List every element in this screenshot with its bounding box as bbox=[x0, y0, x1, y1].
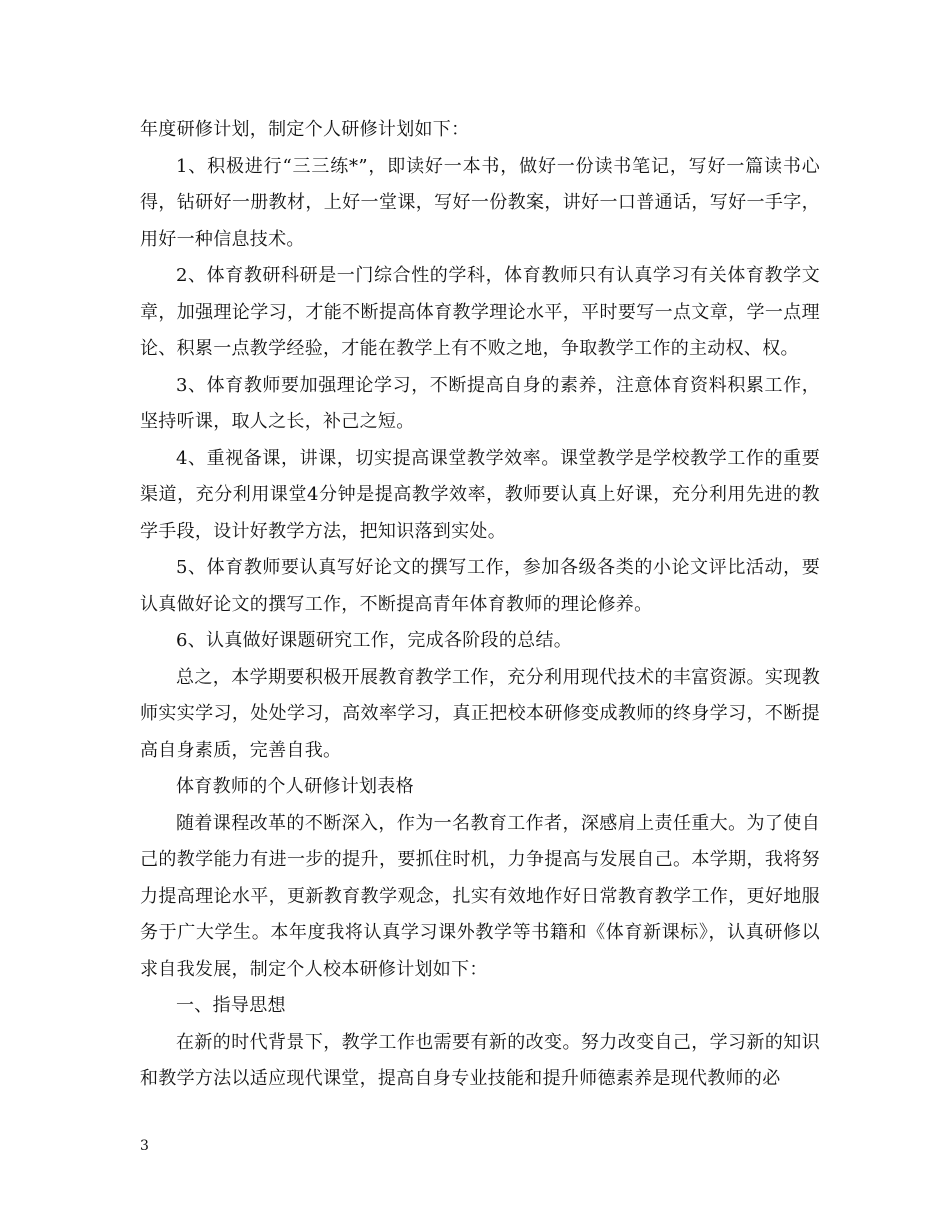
section-title: 体育教师的个人研修计划表格 bbox=[176, 776, 414, 797]
paragraph-item-2: 2、体育教研科研是一门综合性的学科，体育教师只有认真学习有关体育教学文章，加强理论学习，才能不断提高体育教学理论水平，平时要写一点文章，学一点理论、积累一点教学经验，才能在教学上有不败之地，争取教学工作的主动权、权。 bbox=[140, 265, 820, 359]
paragraph-item-6: 6、认真做好课题研究工作，完成各阶段的总结。 bbox=[176, 630, 573, 651]
paragraph-introduction: 随着课程改革的不断深入，作为一名教育工作者，深感肩上责任重大。为了使自己的教学能力有进一步的提升，要抓住时机，力争提高与发展自己。本学期，我将努力提高理论水平，更新教育教学观念，扎实有效地作好日常教育教学工作，更好地服务于广大学生。本年度我将认真学习课外教学等书籍和《体育新课标》，认真研修以求自我发展，制定个人校本研修计划如下： bbox=[140, 812, 820, 980]
paragraph-item-5: 5、体育教师要认真写好论文的撰写工作，参加各级各类的小论文评比活动，要认真做好论文的撰写工作，不断提高青年体育教师的理论修养。 bbox=[140, 557, 820, 615]
paragraph-item-3: 3、体育教师要加强理论学习，不断提高自身的素养，注意体育资料积累工作，坚持听课，取人之长，补己之短。 bbox=[140, 374, 820, 432]
paragraph-guiding-thought: 在新的时代背景下，教学工作也需要有新的改变。努力改变自己，学习新的知识和教学方法以适应现代课堂，提高自身专业技能和提升师德素养是现代教师的必 bbox=[140, 1031, 820, 1089]
heading-guiding-thought: 一、指导思想 bbox=[176, 995, 286, 1016]
paragraph-summary: 总之，本学期要积极开展教育教学工作，充分利用现代技术的丰富资源。实现教师实实学习，处处学习，高效率学习，真正把校本研修变成教师的终身学习，不断提高自身素质，完善自我。 bbox=[140, 666, 820, 761]
document-body bbox=[140, 112, 820, 1098]
paragraph-item-4: 4、重视备课，讲课，切实提高课堂教学效率。课堂教学是学校教学工作的重要渠道，充分利用课堂4分钟是提高教学效率，教师要认真上好课，充分利用先进的教学手段，设计好教学方法，把知识落到实处。 bbox=[140, 447, 820, 542]
paragraph-item-1: 1、积极进行“三三练*”，即读好一本书，做好一份读书笔记，写好一篇读书心得，钻研好一册教材，上好一堂课，写好一份教案，讲好一口普通话，写好一手字，用好一种信息技术。 bbox=[140, 155, 820, 250]
paragraph-intro: 年度研修计划，制定个人研修计划如下： bbox=[140, 119, 470, 140]
page-number: 3 bbox=[140, 1138, 149, 1154]
